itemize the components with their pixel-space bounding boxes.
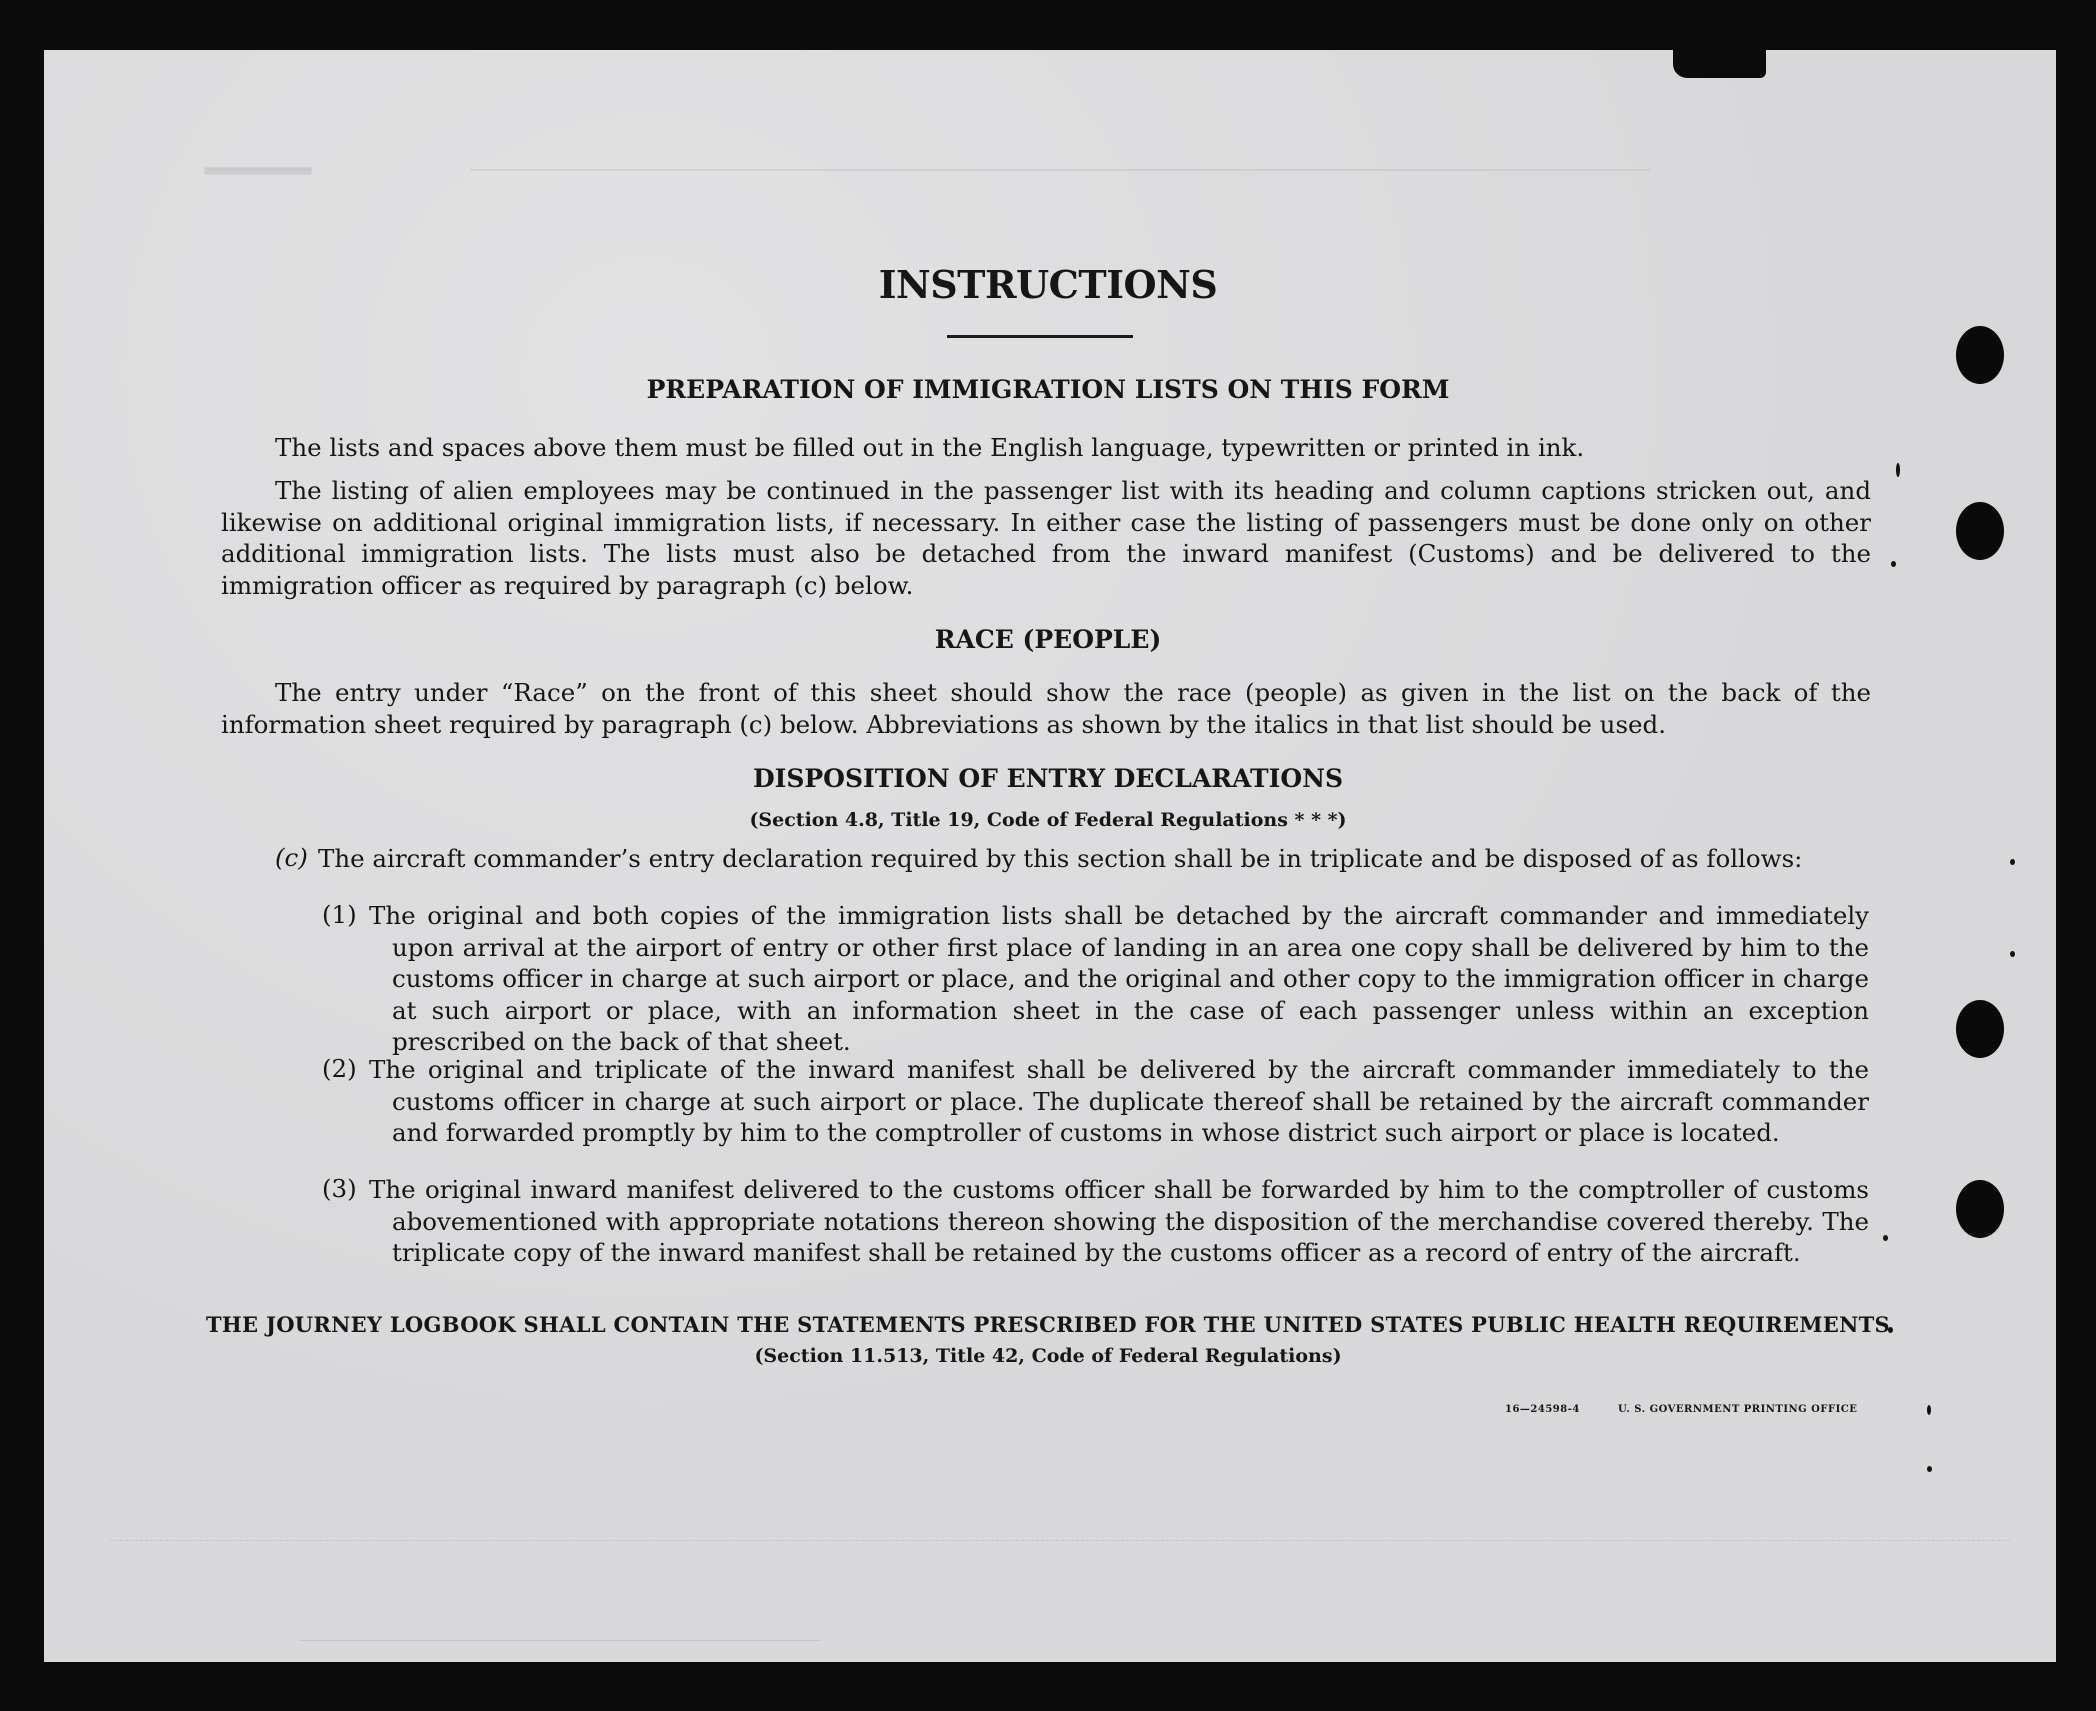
- punch-hole: [1956, 502, 2004, 560]
- item-1-text: [369, 900, 1869, 1058]
- preparation-paragraph-2: [221, 475, 1871, 601]
- punch-hole: [1956, 1000, 2004, 1058]
- footer-statement: THE JOURNEY LOGBOOK SHALL CONTAIN THE STATEMENTS PRESCRIBED FOR THE UNITED STATES PUBLIC HEALTH REQUIREMENTS: [205, 1312, 1891, 1337]
- torn-corner: [1673, 48, 1766, 78]
- ink-speck: [1896, 463, 1900, 477]
- preparation-paragraph-2-text: The listing of alien employees may be continued in the passenger list with its heading and column captions stricken out, and likewise on additional original immigration lists, if necessary. In either case the listing of passengers must be done only on other additional immigration lists. The lists must also be detached from the inward manifest (Customs) and be delivered to the immigration officer as required by paragraph (c) below.: [221, 476, 1871, 600]
- item-2-body: The original and triplicate of the inward manifest shall be delivered by the aircraft commander immediately to the customs officer in charge at such airport or place. The duplicate thereof shall be retained by the aircraft commander and forwarded promptly by him to the comptroller of customs in whose district such airport or place is located.: [369, 1055, 1869, 1147]
- race-paragraph: [221, 677, 1871, 740]
- bleed-through-stamp: ▁▁▁: [205, 120, 312, 174]
- item-1-number: (1): [322, 900, 357, 929]
- disposition-heading: DISPOSITION OF ENTRY DECLARATIONS: [752, 764, 1344, 793]
- ink-speck: [1927, 1466, 1932, 1472]
- page-title: INSTRUCTIONS: [878, 262, 1218, 307]
- form-number: 16—24598-4: [1505, 1404, 1580, 1415]
- bleed-through-header: [470, 135, 1650, 171]
- race-paragraph-text: The entry under “Race” on the front of this sheet should show the race (people) as given in the list on the back of the information sheet required by paragraph (c) below. Abbreviations as shown by the italics in that list should be used.: [221, 678, 1871, 739]
- ink-speck: [1883, 1235, 1888, 1241]
- item-2-text: [369, 1054, 1869, 1149]
- bleed-through-signature-line: [300, 1640, 820, 1642]
- ink-speck: [2010, 951, 2015, 957]
- item-2-number: (2): [322, 1054, 357, 1083]
- title-rule: [947, 335, 1133, 338]
- disposition-intro: The aircraft commander’s entry declaration required by this section shall be in triplicate and be disposed of as follows:: [318, 844, 1803, 873]
- item-3-body: The original inward manifest delivered to the customs officer shall be forwarded by him to the comptroller of customs abovementioned with appropriate notations thereon showing the disposition of the merchandise covered thereby. The triplicate copy of the inward manifest shall be retained by the customs officer as a record of entry of the aircraft.: [369, 1175, 1869, 1267]
- preparation-heading: PREPARATION OF IMMIGRATION LISTS ON THIS FORM: [646, 375, 1450, 404]
- item-3-number: (3): [322, 1174, 357, 1203]
- preparation-paragraph-1: [221, 432, 1871, 464]
- bleed-through-lines: [110, 1540, 2010, 1571]
- punch-hole: [1956, 1180, 2004, 1238]
- ink-speck: [2010, 859, 2015, 865]
- item-3-text: [369, 1174, 1869, 1269]
- footer-citation: (Section 11.513, Title 42, Code of Federal Regulations): [754, 1345, 1342, 1367]
- disposition-citation: (Section 4.8, Title 19, Code of Federal Regulations * * *): [749, 809, 1347, 831]
- preparation-paragraph-1-text: The lists and spaces above them must be filled out in the English language, typewritten or printed in ink.: [275, 433, 1585, 462]
- item-1-body: The original and both copies of the immigration lists shall be detached by the aircraft commander and immediately upon arrival at the airport of entry or other first place of landing in an area one copy shall be delivered by him to the customs officer in charge at such airport or place, and the original and other copy to the immigration officer in charge at such airport or place, with an information sheet in the case of each passenger unless within an exception prescribed on the back of that sheet.: [369, 901, 1869, 1056]
- ink-speck: [1927, 1405, 1931, 1415]
- disposition-intro-label: (c): [275, 843, 308, 872]
- ink-speck: [1891, 561, 1896, 567]
- printer-imprint: U. S. GOVERNMENT PRINTING OFFICE: [1618, 1404, 1858, 1415]
- race-heading: RACE (PEOPLE): [934, 625, 1162, 654]
